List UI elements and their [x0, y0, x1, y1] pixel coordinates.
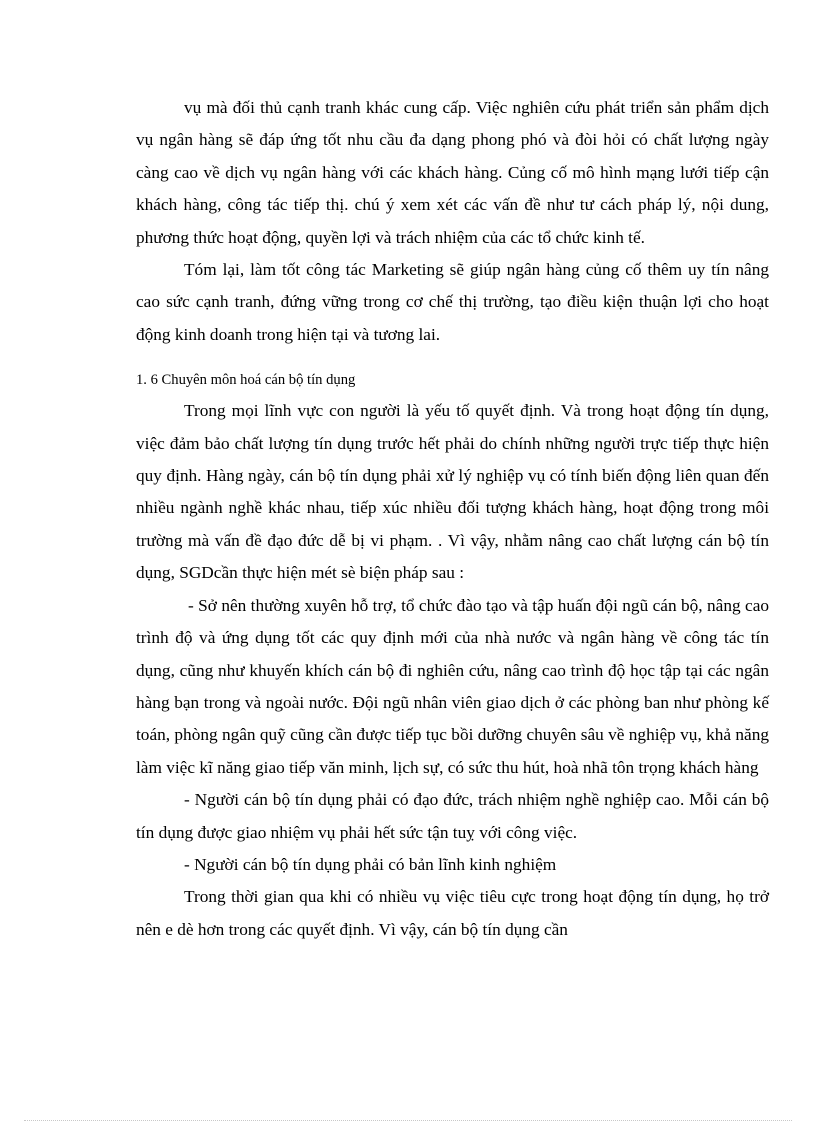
paragraph-experience-measure: - Người cán bộ tín dụng phải có bản lĩnh kinh nghiệm [184, 854, 557, 874]
paragraph-ethics-measure: - Người cán bộ tín dụng phải có đạo đức, trách nhiệm nghề nghiệp cao. Mỗi cán bộ tín dụng được giao nhiệm vụ phải hết sức tận tuỵ với công việc. [136, 790, 769, 842]
section-heading: 1. 6 Chuyên môn hoá cán bộ tín dụng [136, 372, 356, 389]
paragraph-services: vụ mà đối thủ cạnh tranh khác cung cấp. Việc nghiên cứu phát triển sản phẩm dịch vụ ngân hàng sẽ đáp ứng tốt nhu cầu đa dạng phong phó và đòi hỏi có chất lượng ngày càng cao về dịch vụ ngân hàng với các khách hàng. Củng cố mô hình mạng lưới tiếp cận khách hàng, công tác tiếp thị. chú ý xem xét các vấn đề như tư cách pháp lý, nội dung, phương thức hoạt động, quyền lợi và trách nhiệm của các tổ chức kinh tế. [136, 98, 769, 247]
document-body [136, 92, 769, 946]
paragraph-marketing-summary: Tóm lại, làm tốt công tác Marketing sẽ giúp ngân hàng củng cố thêm uy tín nâng cao sức cạnh tranh, đứng vững trong cơ chế thị trường, tạo điều kiện thuận lợi cho hoạt động kinh doanh trong hiện tại và tương lai. [136, 260, 769, 344]
page-bottom-divider [24, 1120, 792, 1121]
paragraph-recent-issues: Trong thời gian qua khi có nhiều vụ việc tiêu cực trong hoạt động tín dụng, họ trở nên e dè hơn trong các quyết định. Vì vậy, cán bộ tín dụng cần [136, 887, 769, 939]
paragraph-training-measure: - Sở nên thường xuyên hỗ trợ, tổ chức đào tạo và tập huấn đội ngũ cán bộ, nâng cao trình độ và ứng dụng tốt các quy định mới của nhà nước và ngân hàng về công tác tín dụng, cũng như khuyến khích cán bộ đi nghiên cứu, nâng cao trình độ học tập tại các ngân hàng bạn trong và ngoài nước. Đội ngũ nhân viên giao dịch ở các phòng ban như phòng kế toán, phòng ngân quỹ cũng cần được tiếp tục bồi dưỡng chuyên sâu về nghiệp vụ, khả năng làm việc kĩ năng giao tiếp văn minh, lịch sự, có sức thu hút, hoà nhã tôn trọng khách hàng [136, 595, 769, 777]
paragraph-human-factor: Trong mọi lĩnh vực con người là yếu tố quyết định. Và trong hoạt động tín dụng, việc đảm bảo chất lượng tín dụng trước hết phải do chính những người trực tiếp thực hiện quy định. Hàng ngày, cán bộ tín dụng phải xử lý nghiệp vụ có tính biến động liên quan đến nhiều ngành nghề khác nhau, tiếp xúc nhiều đối tượng khách hàng, hoạt động trong môi trường mà vấn đề đạo đức dễ bị vi phạm. . Vì vậy, nhằm nâng cao chất lượng cán bộ tín dụng, SGDcần thực hiện mét sè biện pháp sau : [136, 401, 769, 583]
